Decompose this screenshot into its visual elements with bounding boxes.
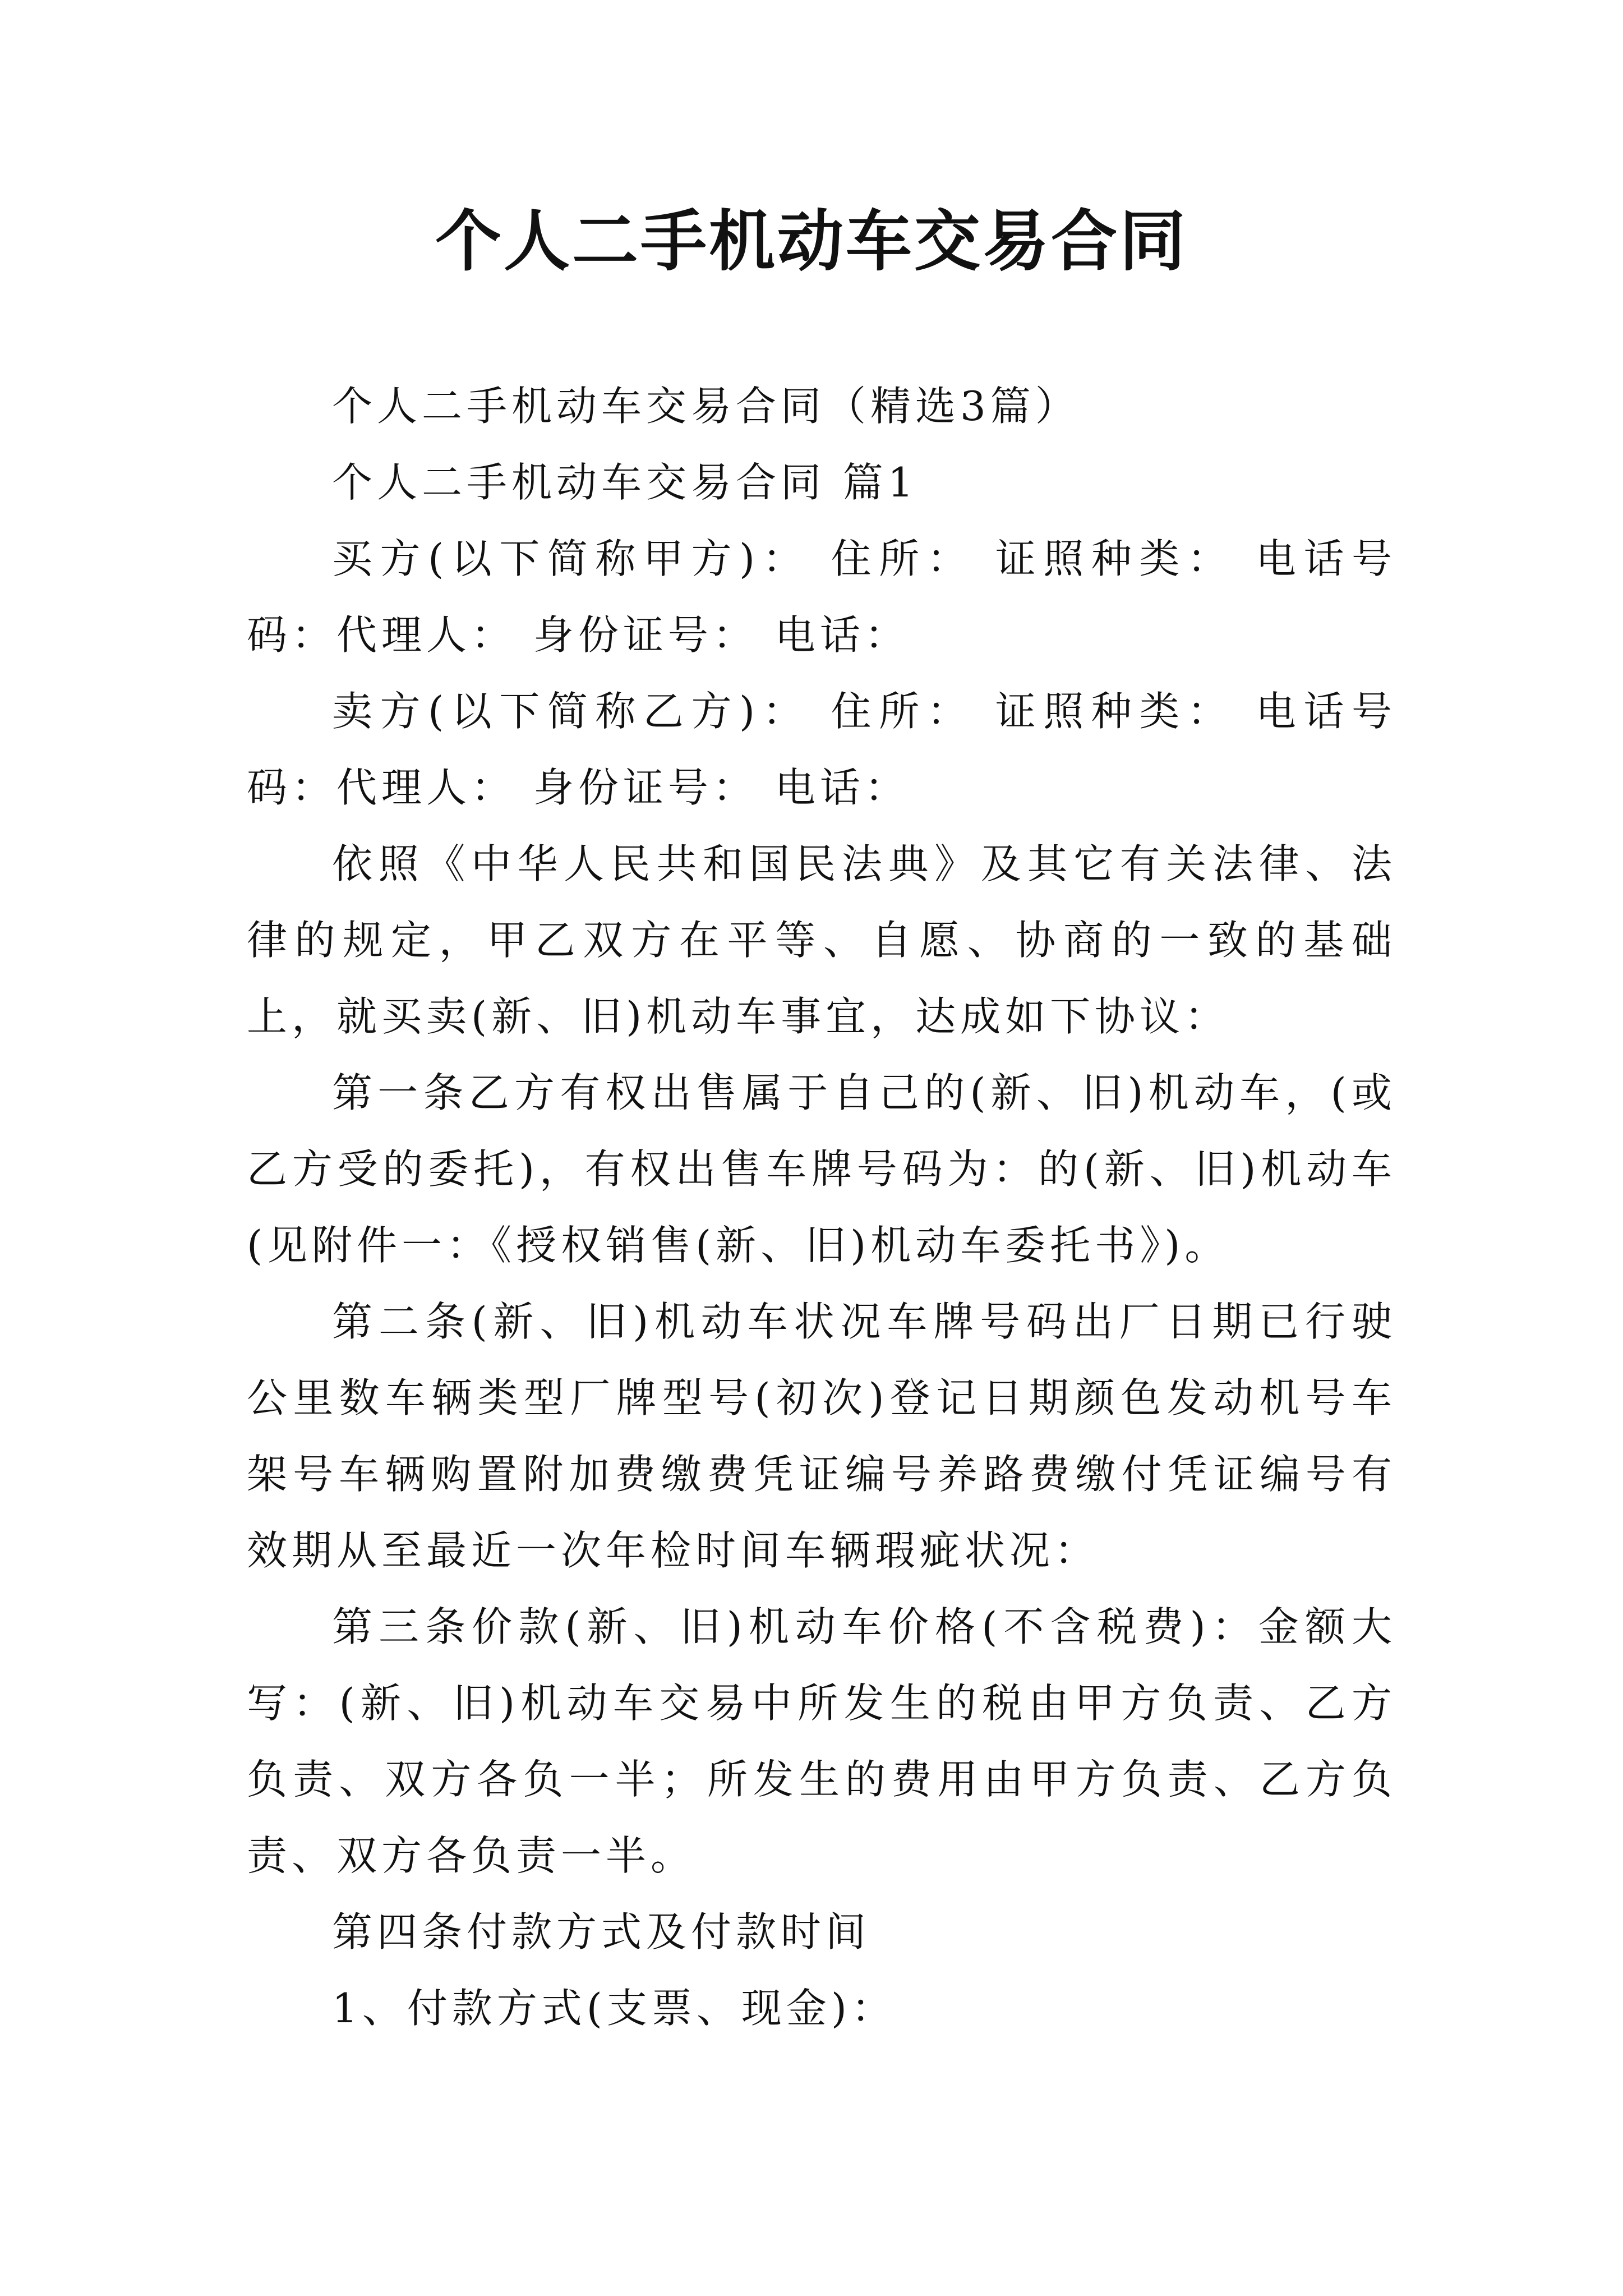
document-title: 个人二手机动车交易合同 (435, 202, 1188, 280)
payment-method-paragraph: 1、付款方式(支票、现金)： (332, 1985, 896, 2032)
article-4-heading: 第四条付款方式及付款时间 (332, 1908, 871, 1955)
buyer-info-paragraph: 买方(以下简称甲方)： 住所： 证照种类： 电话号码：代理人： 身份证号： 电话： (247, 535, 1396, 659)
section-heading: 个人二手机动车交易合同 篇1 (332, 459, 918, 506)
seller-info-paragraph: 卖方(以下简称乙方)： 住所： 证照种类： 电话号码：代理人： 身份证号： 电话： (247, 688, 1396, 811)
article-2-paragraph: 第二条(新、旧)机动车状况车牌号码出厂日期已行驶公里数车辆类型厂牌型号(初次)登记日期颜色发动机号车架号车辆购置附加费缴费凭证编号养路费缴付凭证编号有效期从至最近一次年检时间车辆瑕疵状况： (247, 1298, 1396, 1574)
preamble-paragraph: 依照《中华人民共和国民法典》及其它有关法律、法律的规定，甲乙双方在平等、自愿、协商的一致的基础上，就买卖(新、旧)机动车事宜，达成如下协议： (247, 840, 1396, 1040)
document-body (247, 368, 1396, 2046)
subtitle-paragraph: 个人二手机动车交易合同（精选3篇） (332, 383, 1080, 430)
article-1-paragraph: 第一条乙方有权出售属于自己的(新、旧)机动车，(或乙方受的委托)，有权出售车牌号码为：的(新、旧)机动车(见附件一：《授权销售(新、旧)机动车委托书》)。 (247, 1069, 1396, 1269)
article-3-paragraph: 第三条价款(新、旧)机动车价格(不含税费)：金额大写：(新、旧)机动车交易中所发生的税由甲方负责、乙方负责、双方各负一半；所发生的费用由甲方负责、乙方负责、双方各负责一半。 (247, 1603, 1396, 1879)
